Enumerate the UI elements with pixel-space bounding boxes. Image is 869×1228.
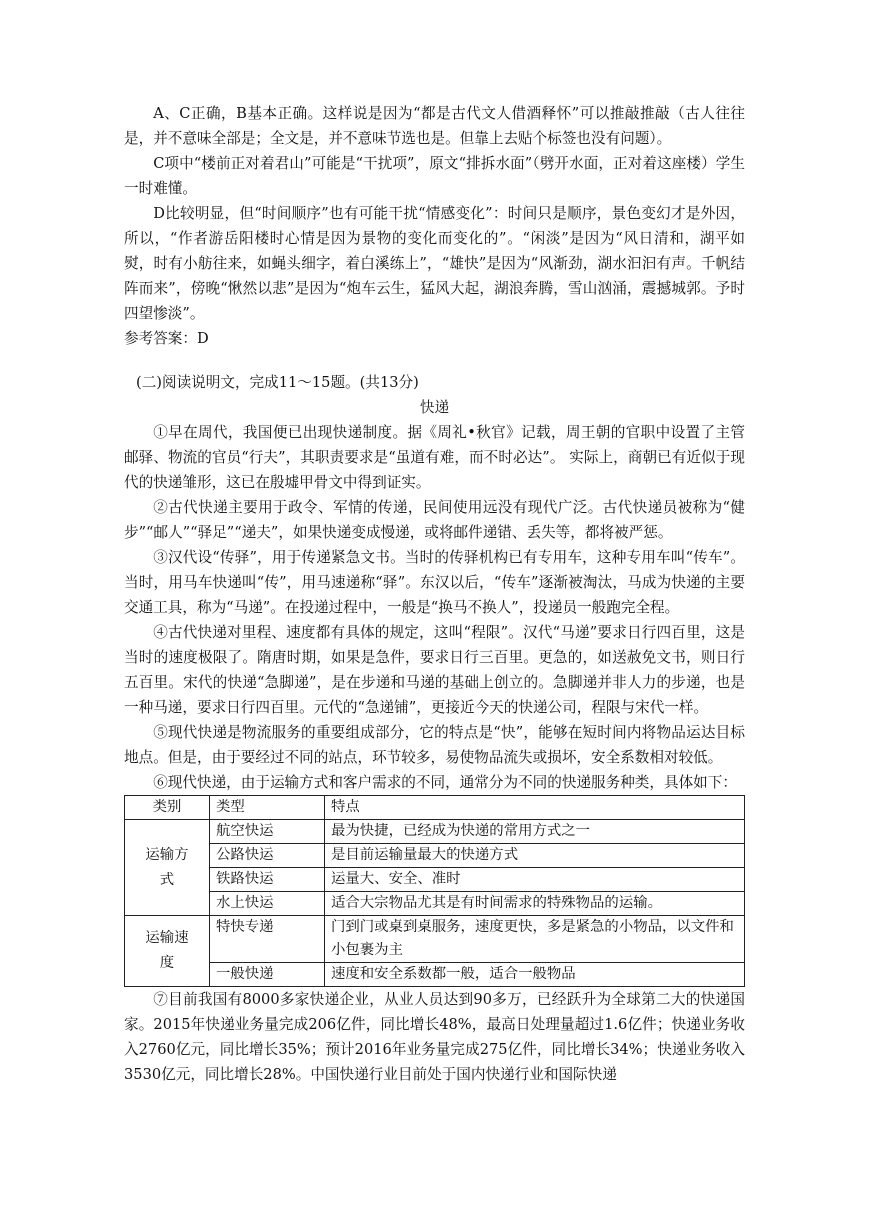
table-cell-type: 公路快运 [210, 844, 325, 868]
article-paragraph-6: ⑥现代快递，由于运输方式和客户需求的不同，通常分为不同的快递服务种类，具体如下： [153, 774, 737, 791]
article-paragraph-5: ⑤现代快递是物流服务的重要组成部分，它的特点是“快”，能够在短时间内将物品运达目标地点。但是，由于要经过不同的站点，环节较多，易使物品流失或损坏，安全系数相对较低。 [124, 724, 745, 766]
table-cell-feature: 运量大、安全、准时 [325, 868, 745, 892]
article-paragraph-4: ④古代快递对里程、速度都有具体的规定，这叫“程限”。汉代“马递”要求日行四百里，这是当时的速度极限了。隋唐时期，如果是急件，要求日行三百里。更急的，如送赦免文书，则日行五百里。宋代的快递“急脚递”，是在步递和马递的基础上创立的。急脚递并非人力的步递，也是一种马递，要求日行四百里。元代的“急递铺”，更接近今天的快递公司，程限与宋代一样。 [124, 624, 745, 716]
table-row [125, 868, 745, 892]
analysis-paragraph-d: D比较明显，但“时间顺序”也有可能干扰“情感变化”：时间只是顺序，景色变幻才是外因，所以，“作者游岳阳楼时心情是因为景物的变化而变化的”。“闲淡”是因为“风日清和，湖平如熨，时有小舫往来，如蝇头细字，着白溪练上”，“雄快”是因为“风渐劲，湖水汩汩有声。千帆结阵而来”，傍晚“愀然以悲”是因为“炮车云生，猛风大起，湖浪奔腾，雪山汹涌，震撼城郭。予时四望惨淡”。 [124, 205, 745, 322]
table-row [125, 963, 745, 987]
table-cell-feature: 门到门或桌到桌服务，速度更快，多是紧急的小物品，以文件和小包裹为主 [325, 916, 745, 963]
table-row [125, 844, 745, 868]
table-header-row [125, 796, 745, 820]
express-type-table [124, 795, 745, 987]
table-cell-feature: 适合大宗物品尤其是有时间需求的特殊物品的运输。 [325, 892, 745, 916]
table-cell-type: 航空快运 [210, 820, 325, 844]
table-header-type: 类型 [210, 796, 325, 820]
table-category-transport-speed [125, 916, 210, 987]
article-paragraph-2: ②古代快递主要用于政令、军情的传递，民间使用远没有现代广泛。古代快递员被称为“健步”“邮人”“驿足”“递夫”，如果快递变成慢递，或将邮件递错、丢失等，都将被严惩。 [124, 499, 745, 541]
table-cell-type: 铁路快运 [210, 868, 325, 892]
article-title: 快递 [419, 399, 450, 416]
table-row [125, 820, 745, 844]
table-cell-type: 特快专递 [210, 916, 325, 963]
reference-answer: 参考答案：D [124, 330, 209, 347]
analysis-paragraph-c: C项中“楼前正对着君山”可能是“干扰项”，原文“排拆水面”（劈开水面，正对着这座楼）学生一时难懂。 [124, 155, 745, 197]
category-label: 运输速度 [145, 930, 189, 971]
table-cell-type: 水上快运 [210, 892, 325, 916]
section-heading: (二)阅读说明文，完成11～15题。(共13分) [136, 374, 419, 391]
table-cell-feature: 最为快捷，已经成为快递的常用方式之一 [325, 820, 745, 844]
article-paragraph-7: ⑦目前我国有8000多家快递企业，从业人员达到90多万，已经跃升为全球第二大的快递国家。2015年快递业务量完成206亿件，同比增长48%，最高日处理量超过1.6亿件；快递业务收入2760亿元，同比增长35%；预计2016年业务量完成275亿件，同比增长34%；快递业务收入3530亿元，同比增长28%。中国快递行业目前处于国内快递行业和国际快递 [124, 991, 745, 1083]
table-header-category: 类别 [125, 796, 210, 820]
table-header-feature: 特点 [325, 796, 745, 820]
table-cell-feature: 是目前运输量最大的快递方式 [325, 844, 745, 868]
article-paragraph-3: ③汉代设“传驿”，用于传递紧急文书。当时的传驿机构已有专用车，这种专用车叫“传车”。当时，用马车快递叫“传”，用马速递称“驿”。东汉以后，“传车”逐渐被淘汰，马成为快递的主要交通工具，称为“马递”。在投递过程中，一般是“换马不换人”，投递员一般跑完全程。 [124, 549, 745, 616]
document-page [124, 101, 745, 1087]
table-category-transport-mode [125, 820, 210, 916]
table-cell-feature: 速度和安全系数都一般，适合一般物品 [325, 963, 745, 987]
table-row [125, 916, 745, 963]
table-cell-type: 一般快递 [210, 963, 325, 987]
table-row [125, 892, 745, 916]
article-paragraph-1: ①早在周代，我国便已出现快递制度。据《周礼•秋官》记载，周王朝的官职中设置了主管邮驿、物流的官员“行夫”，其职责要求是“虽道有难，而不时必达”。 实际上，商朝已有近似于现代的快递雏形，这已在殷墟甲骨文中得到证实。 [124, 424, 745, 491]
category-label: 运输方式 [145, 846, 189, 888]
analysis-paragraph-ac: A、C正确，B基本正确。这样说是因为“都是古代文人借酒释怀”可以推敲推敲（古人往往是，并不意味全部是；全文是，并不意味节选也是。但靠上去贴个标签也没有问题）。 [124, 105, 745, 147]
